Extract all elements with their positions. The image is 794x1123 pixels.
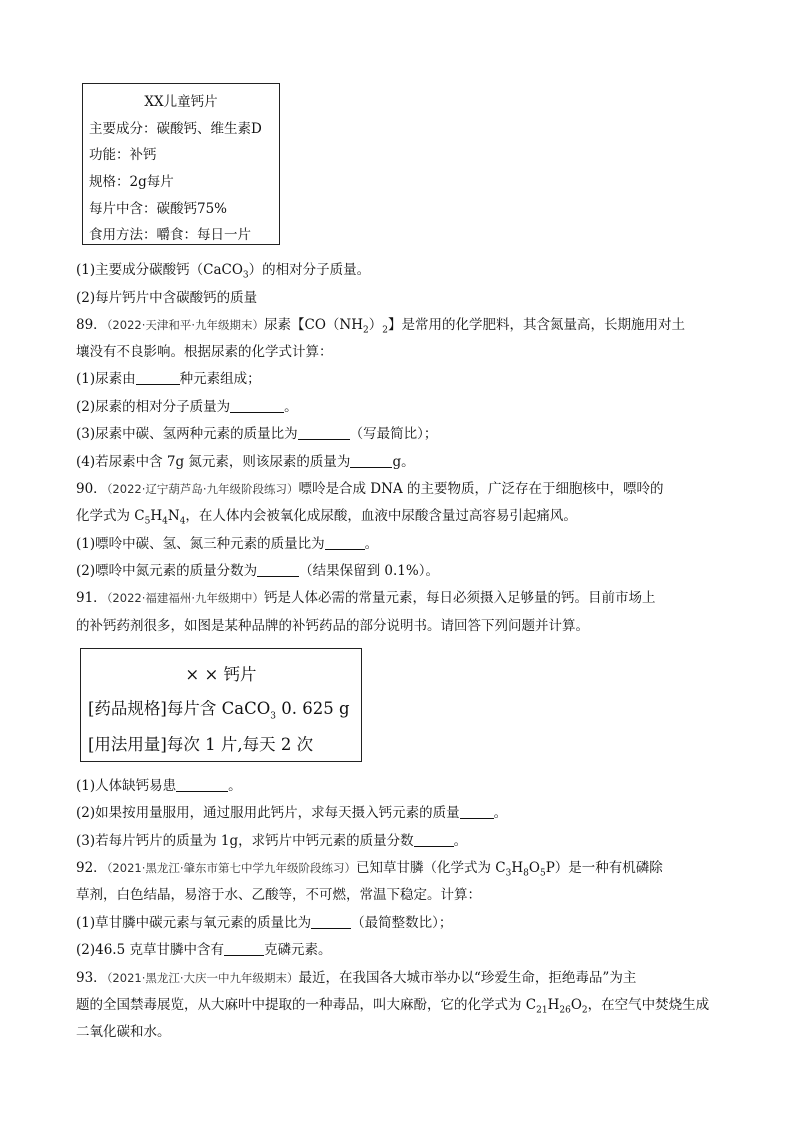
q92-stem-line2: 草剂，白色结晶，易溶于水、乙酸等，不可燃，常温下稳定。计算： [76, 887, 481, 903]
q88-part1: (1)主要成分碳酸钙（CaCO$_3$）的相对分子质量。 [76, 262, 371, 281]
calcium-tablet-instruction-box [80, 648, 362, 762]
q89-part1: (1)尿素由 种元素组成； [76, 371, 261, 387]
q92-stem: 92．（2021·黑龙江·肇东市第七中学九年级阶段练习）已知草甘膦（化学式为 $C_3H_8O_5P$）是一种有机磷除 [76, 860, 663, 879]
q93-stem: 93．（2021·黑龙江·大庆一中九年级期末）最近，在我国各大城市举办以“珍爱生命，拒绝毒品”为主 [76, 970, 637, 986]
q93-stem-line3: 二氧化碳和水。 [76, 1024, 171, 1040]
q92-part1: (1)草甘膦中碳元素与氧元素的质量比为 （最简整数比）； [76, 915, 453, 931]
q92-source: （2021·黑龙江·肇东市第七中学九年级阶段练习） [106, 861, 357, 875]
q88-part2: (2)每片钙片中含碳酸钙的质量 [76, 290, 258, 306]
calcium-tablet-label-box [82, 83, 280, 245]
q89-part3: (3)尿素中碳、氢两种元素的质量比为 （写最简比）； [76, 426, 438, 442]
instruction-spec-row: [药品规格]每片含 CaCO$_3$ 0. 625 g [88, 699, 350, 722]
q91-source: （2022·福建福州·九年级期中） [106, 591, 265, 605]
label-box-title: XX儿童钙片 [144, 94, 218, 110]
q90-stem: 90．（2022·辽宁葫芦岛·九年级阶段练习）嘌呤是合成 DNA 的主要物质，广泛存在于细胞核中，嘌呤的 [76, 481, 664, 497]
q91-part2: (2)如果按用量服用，通过服用此钙片，求每天摄入钙元素的质量 。 [76, 805, 508, 821]
q90-source: （2022·辽宁葫芦岛·九年级阶段练习） [106, 482, 299, 496]
label-line: 规格：2g每片 [89, 174, 174, 190]
label-line: 食用方法：嚼食：每日一片 [89, 227, 251, 243]
q90-stem-line2: 化学式为 $C_5H_4N_4$，在人体内会被氧化成尿酸，血液中尿酸含量过高容易引起痛风。 [76, 508, 577, 527]
q90-part1: (1)嘌呤中碳、氢、氮三种元素的质量比为 。 [76, 536, 379, 552]
instruction-dosage-row: [用法用量]每次 1 片,每天 2 次 [88, 735, 314, 754]
instruction-box-title: × × 钙片 [185, 665, 257, 684]
q91-part1: (1)人体缺钙易患 。 [76, 778, 242, 794]
q91-stem: 91．（2022·福建福州·九年级期中）钙是人体必需的常量元素，每日必须摄入足够量的钙。目前市场上 [76, 590, 656, 606]
q91-stem-line2: 的补钙药剂很多，如图是某种品牌的补钙药品的部分说明书。请回答下列问题并计算。 [76, 618, 589, 634]
label-line: 主要成分：碳酸钙、维生素D [89, 121, 262, 137]
q92-part2: (2)46.5 克草甘膦中含有 克磷元素。 [76, 942, 332, 958]
q93-stem-line2: 题的全国禁毒展览，从大麻叶中提取的一种毒品，叫大麻酚，它的化学式为 $C_{21}H_{26}O_2$，在空气中焚烧生成 [76, 997, 710, 1016]
label-line: 每片中含：碳酸钙75% [89, 201, 228, 217]
q89-part2: (2)尿素的相对分子质量为 。 [76, 399, 298, 415]
q91-part3: (3)若每片钙片的质量为 1g，求钙片中钙元素的质量分数 。 [76, 833, 468, 849]
label-line: 功能：补钙 [89, 147, 157, 163]
q89-stem: 89．（2022·天津和平·九年级期末）尿素【$CO(NH_2)_2$】是常用的化学肥料，其含氮量高，长期施用对土 [76, 317, 685, 336]
q93-source: （2021·黑龙江·大庆一中九年级期末） [106, 971, 299, 985]
q90-part2: (2)嘌呤中氮元素的质量分数为 （结果保留到 0.1%）。 [76, 563, 439, 579]
q89-part4: (4)若尿素中含 7g 氮元素，则该尿素的质量为 g。 [76, 454, 415, 470]
q89-stem-line2: 壤没有不良影响。根据尿素的化学式计算： [76, 344, 333, 360]
q89-source: （2022·天津和平·九年级期末） [106, 318, 265, 332]
